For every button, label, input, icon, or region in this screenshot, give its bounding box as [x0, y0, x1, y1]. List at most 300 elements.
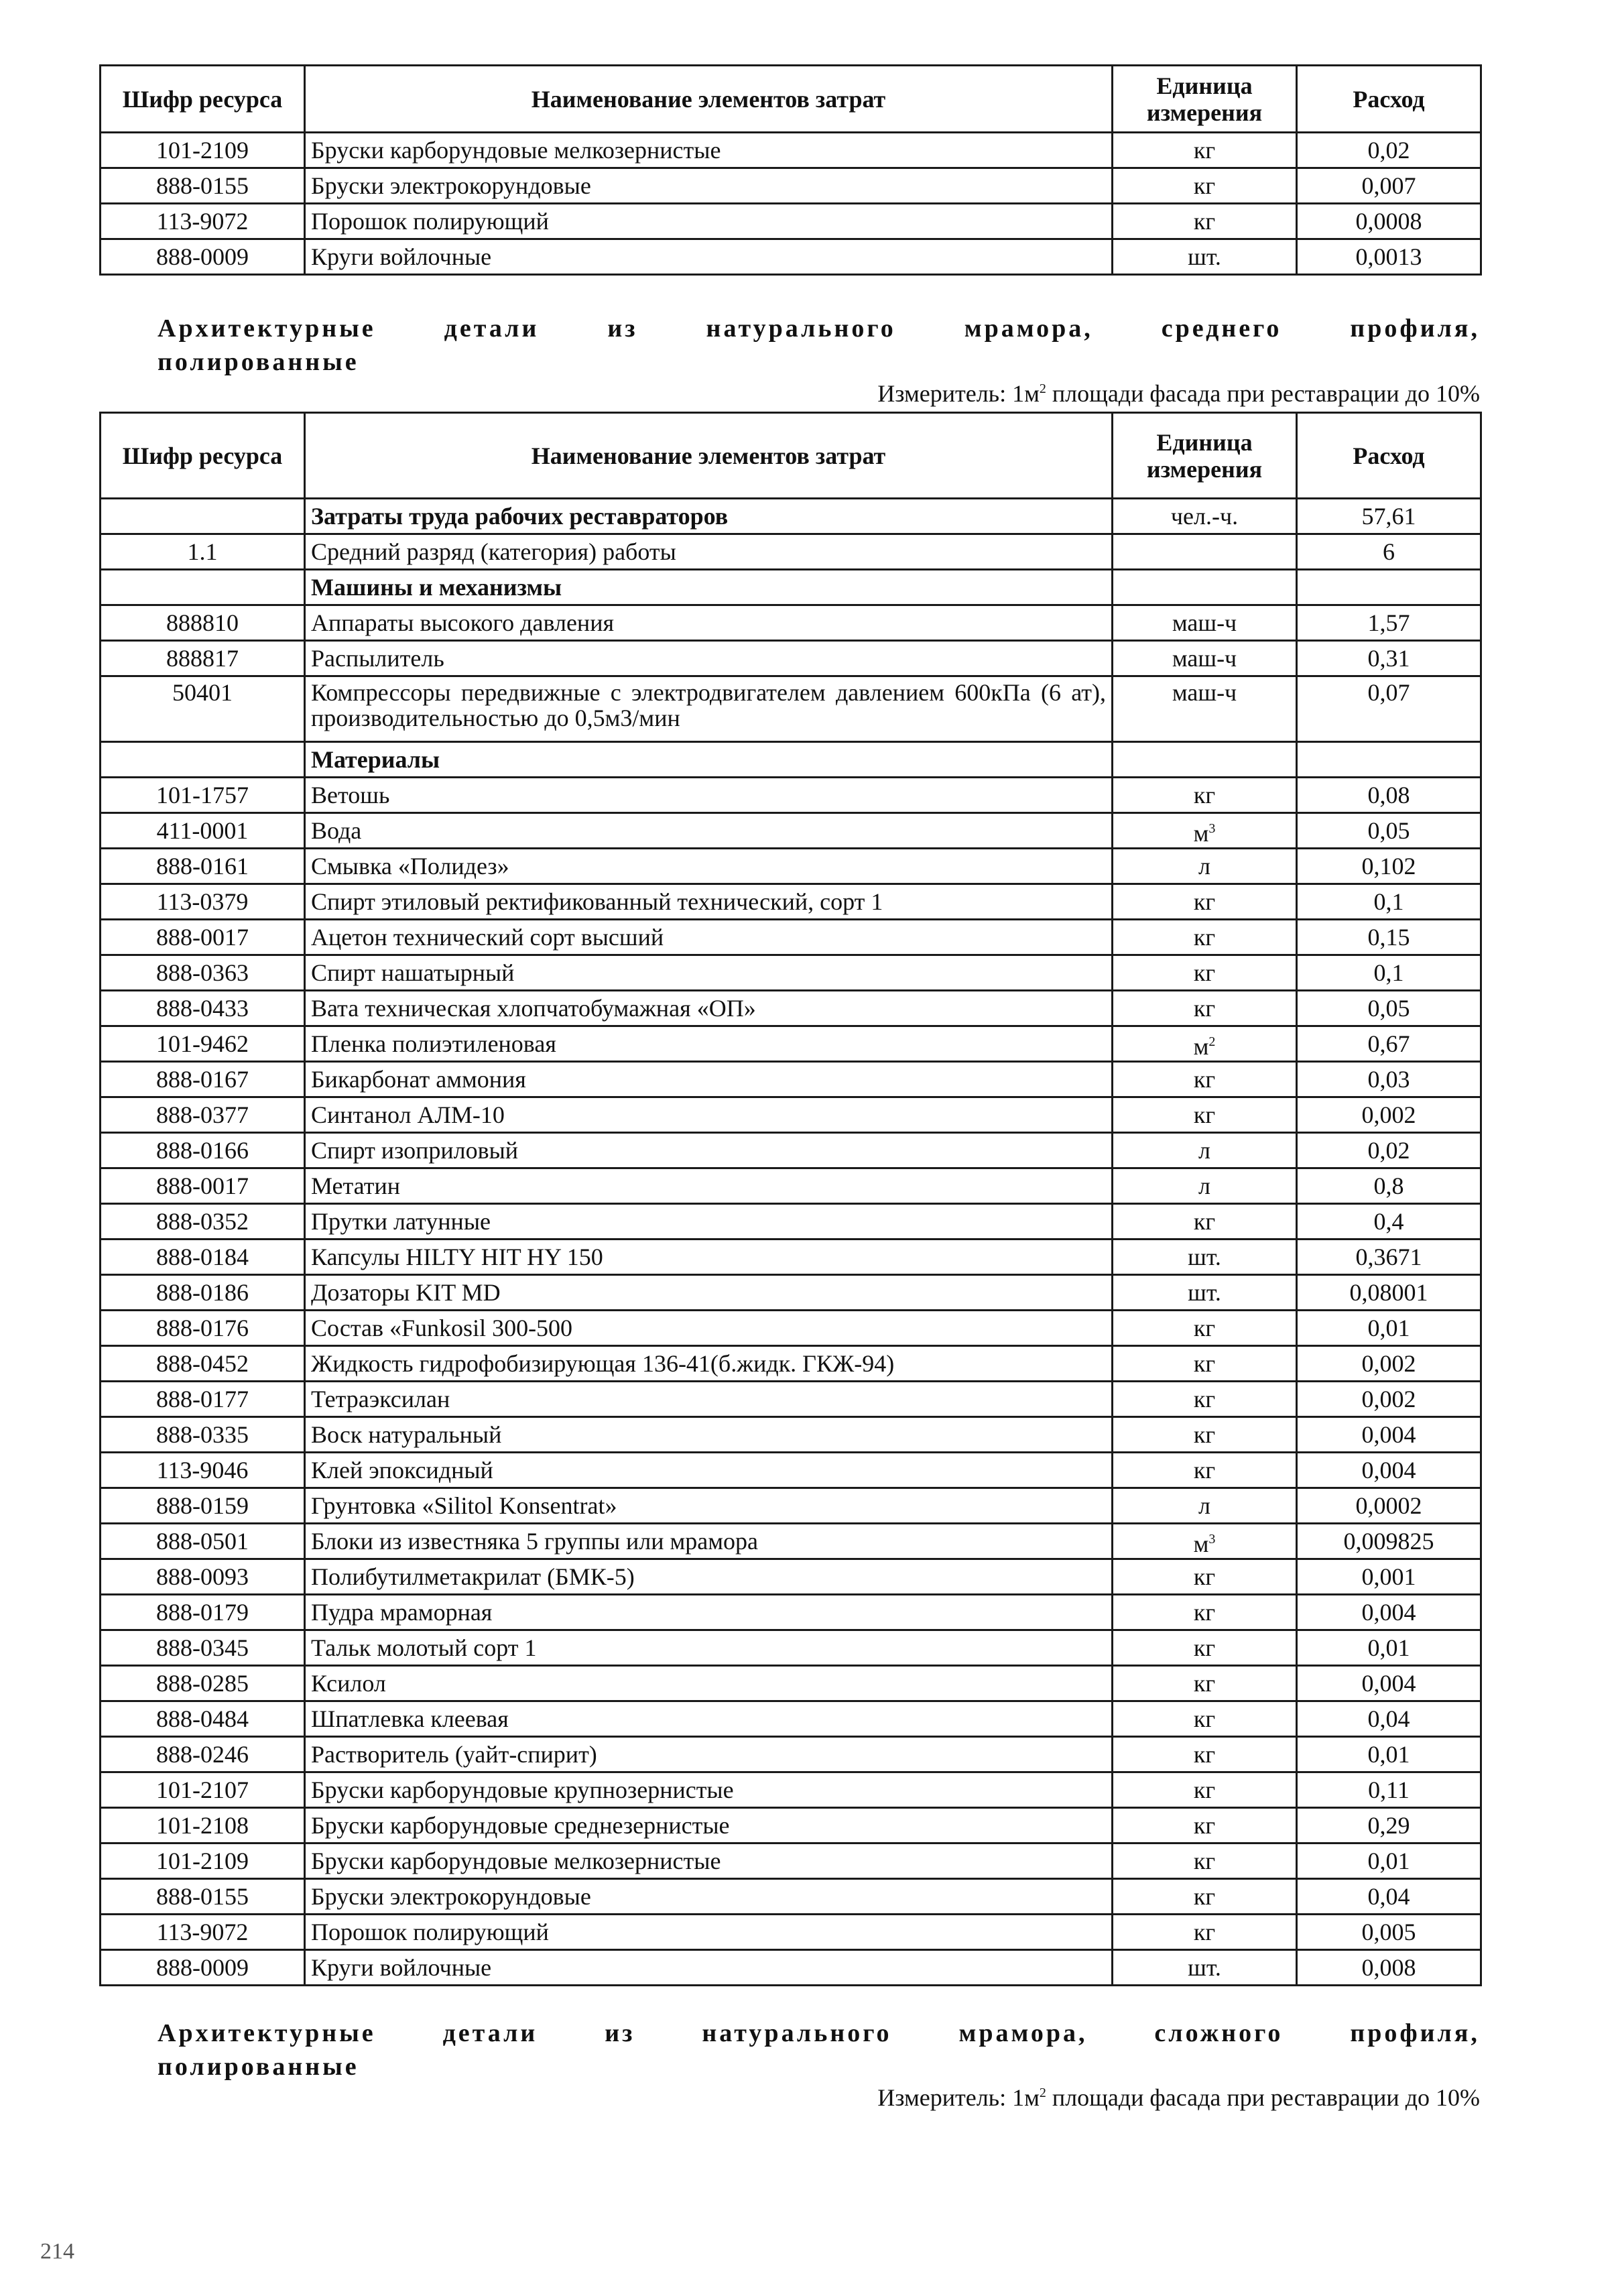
title-word: сложного: [1154, 2019, 1284, 2047]
unit-cell-text: м: [1193, 1530, 1209, 1557]
cost-element-name-cell: [305, 742, 1113, 778]
unit-cell-text: кг: [1193, 1599, 1216, 1626]
unit-cell: [1113, 1275, 1297, 1311]
unit-cell-text: л: [1198, 853, 1210, 880]
cost-element-name-cell-text: Ксилол: [311, 1670, 386, 1697]
consumption-cell: [1297, 1417, 1481, 1453]
resource-code-cell-text: 888-0352: [156, 1208, 249, 1235]
unit-cell-text: кг: [1193, 172, 1216, 199]
table-row: [101, 1701, 1481, 1737]
table-row: [101, 778, 1481, 813]
consumption-cell-text: 0,3671: [1355, 1244, 1422, 1270]
cost-element-name-cell-text: Блоки из известняка 5 группы или мрамора: [311, 1528, 759, 1555]
unit-cell: [1113, 991, 1297, 1026]
cost-element-name-cell: [305, 168, 1113, 204]
cost-element-name-cell: [305, 1950, 1113, 1986]
cost-element-name-cell: [305, 1595, 1113, 1630]
table-row: [101, 1630, 1481, 1666]
cost-element-name-cell: [305, 133, 1113, 168]
unit-cell: [1113, 1453, 1297, 1488]
resource-code-cell-text: 888-0246: [156, 1741, 249, 1768]
table-row: [101, 1879, 1481, 1915]
resource-code-cell: [101, 1417, 305, 1453]
consumption-cell: [1297, 1488, 1481, 1524]
unit-cell: [1113, 955, 1297, 991]
resource-code-cell-text: 888-0017: [156, 1172, 249, 1199]
resource-code-cell: [101, 641, 305, 676]
unit-cell-text: кг: [1193, 137, 1216, 164]
table-row: [101, 849, 1481, 884]
cost-element-name-cell-text: Бруски карборундовые крупнозернистые: [311, 1776, 734, 1803]
consumption-cell: [1297, 1666, 1481, 1701]
section-title-medium-profile: [158, 312, 1480, 379]
unit-cell-text: кг: [1193, 1350, 1216, 1377]
table-row: [101, 1240, 1481, 1275]
cost-element-name-cell: [305, 884, 1113, 920]
cost-element-name-cell-text: Вода: [311, 817, 362, 844]
consumption-cell: [1297, 1382, 1481, 1417]
unit-cell: [1113, 1524, 1297, 1559]
cost-element-name-cell: [305, 1524, 1113, 1559]
cost-element-name-cell: [305, 1133, 1113, 1168]
cost-element-name-cell: [305, 641, 1113, 676]
resource-code-cell: [101, 204, 305, 239]
consumption-cell-text: 0,11: [1368, 1776, 1410, 1803]
consumption-cell-text: 0,009825: [1343, 1528, 1434, 1555]
table-row: [101, 1737, 1481, 1772]
unit-superscript: 3: [1208, 1531, 1216, 1547]
table-row: [101, 1524, 1481, 1559]
cost-element-name-cell: [305, 1168, 1113, 1204]
resource-code-cell: [101, 1240, 305, 1275]
resource-code-cell-text: 888-0166: [156, 1137, 249, 1164]
table-row: [101, 1808, 1481, 1844]
table-row: [101, 676, 1481, 742]
consumption-cell-text: 0,0013: [1355, 243, 1422, 270]
unit-cell: [1113, 676, 1297, 742]
cost-element-name-cell: [305, 1311, 1113, 1346]
unit-cell: [1113, 1488, 1297, 1524]
cost-element-name-cell-text: Компрессоры передвижные с электродвигателем давлением 600кПа (6 ат), производительностью до 0,5м3/мин: [311, 679, 1106, 731]
consumption-cell-text: 0,02: [1367, 1137, 1410, 1164]
consumption-cell: [1297, 641, 1481, 676]
cost-element-name-cell-text: Жидкость гидрофобизирующая 136-41(б.жидк. ГКЖ-94): [311, 1350, 895, 1377]
table-row: [101, 168, 1481, 204]
resource-code-cell-text: 888-0009: [156, 243, 249, 270]
resource-code-cell: [101, 849, 305, 884]
consumption-cell: [1297, 884, 1481, 920]
cost-element-name-cell: [305, 1844, 1113, 1879]
unit-cell-text: кг: [1193, 995, 1216, 1022]
resource-code-cell: [101, 534, 305, 570]
consumption-cell-text: 0,08001: [1349, 1279, 1428, 1306]
resource-code-cell: [101, 605, 305, 641]
unit-cell: [1113, 884, 1297, 920]
resource-code-cell: [101, 1453, 305, 1488]
consumption-cell: [1297, 1559, 1481, 1595]
header-name: Наименование элементов затрат: [305, 413, 1113, 499]
unit-cell: [1113, 1915, 1297, 1950]
cost-element-name-cell: [305, 499, 1113, 534]
unit-cell-text: кг: [1193, 208, 1216, 235]
table-row: [101, 1204, 1481, 1240]
consumption-cell: [1297, 1844, 1481, 1879]
consumption-cell-text: 0,01: [1367, 1315, 1410, 1341]
resource-code-cell-text: 113-9046: [156, 1457, 249, 1484]
consumption-cell-text: 0,07: [1367, 679, 1410, 706]
resource-code-cell-text: 113-9072: [156, 208, 249, 235]
consumption-cell-text: 0,002: [1361, 1350, 1416, 1377]
consumption-cell: [1297, 1630, 1481, 1666]
table-header-row: [101, 413, 1481, 499]
resource-code-cell: [101, 1026, 305, 1062]
page-number: 214: [40, 2239, 74, 2264]
resource-code-cell: [101, 1382, 305, 1417]
cost-element-name-cell: [305, 778, 1113, 813]
consumption-cell: [1297, 1950, 1481, 1986]
cost-element-name-cell: [305, 1382, 1113, 1417]
table-row: [101, 1062, 1481, 1097]
measure-prefix: Измеритель: 1м: [877, 2084, 1040, 2111]
unit-cell-text: кг: [1193, 1386, 1216, 1412]
unit-cell-text: шт.: [1188, 1244, 1221, 1270]
title-word: натурального: [702, 2019, 892, 2047]
resource-code-cell-text: 1.1: [187, 538, 218, 565]
unit-cell: [1113, 239, 1297, 275]
unit-cell: [1113, 641, 1297, 676]
consumption-cell-text: 0,004: [1361, 1670, 1416, 1697]
resource-code-cell-text: 888-0452: [156, 1350, 249, 1377]
cost-element-name-cell-text: Круги войлочные: [311, 1954, 492, 1981]
table-row: [101, 991, 1481, 1026]
cost-element-name-cell: [305, 1488, 1113, 1524]
unit-cell-text: кг: [1193, 1919, 1216, 1945]
resource-code-cell: [101, 168, 305, 204]
cost-element-name-cell-text: Бикарбонат аммония: [311, 1066, 526, 1093]
unit-cell: [1113, 1737, 1297, 1772]
cost-element-name-cell: [305, 1097, 1113, 1133]
consumption-cell-text: 0,05: [1367, 995, 1410, 1022]
unit-cell: [1113, 1950, 1297, 1986]
consumption-cell-text: 0,007: [1361, 172, 1416, 199]
consumption-cell: [1297, 239, 1481, 275]
title-word: из: [605, 2019, 635, 2047]
title-word: среднего: [1161, 314, 1282, 343]
unit-cell-text: л: [1198, 1172, 1210, 1199]
resource-code-cell-text: 101-1757: [156, 782, 249, 808]
resource-code-cell: [101, 1772, 305, 1808]
resource-code-cell: [101, 955, 305, 991]
cost-element-name-cell: [305, 1772, 1113, 1808]
consumption-cell: [1297, 1453, 1481, 1488]
cost-element-name-cell: [305, 1879, 1113, 1915]
measure-prefix: Измеритель: 1м: [877, 380, 1040, 407]
cost-element-name-cell-text: Дозаторы KIT MD: [311, 1279, 501, 1306]
unit-cell-text: кг: [1193, 1776, 1216, 1803]
consumption-cell-text: 1,57: [1367, 609, 1410, 636]
unit-cell: [1113, 1879, 1297, 1915]
consumption-cell: [1297, 168, 1481, 204]
cost-element-name-cell: [305, 920, 1113, 955]
cost-element-name-cell-text: Воск натуральный: [311, 1421, 502, 1448]
unit-cell: [1113, 1701, 1297, 1737]
consumption-cell: [1297, 1062, 1481, 1097]
resource-code-cell: [101, 1062, 305, 1097]
measure-sup: 2: [1039, 2086, 1046, 2100]
table-row: [101, 813, 1481, 849]
unit-cell-text: кг: [1193, 1457, 1216, 1484]
table-row: [101, 955, 1481, 991]
consumption-cell-text: 0,67: [1367, 1030, 1410, 1057]
unit-cell: [1113, 1808, 1297, 1844]
unit-cell-text: м: [1193, 819, 1209, 847]
consumption-cell-text: 0,04: [1367, 1705, 1410, 1732]
table-row: [101, 1168, 1481, 1204]
unit-cell: [1113, 1133, 1297, 1168]
unit-cell-text: маш-ч: [1172, 679, 1237, 706]
consumption-cell: [1297, 1701, 1481, 1737]
unit-cell-text: шт.: [1188, 1279, 1221, 1306]
unit-cell: [1113, 1204, 1297, 1240]
cost-element-name-cell-text: Спирт этиловый ректификованный технический, сорт 1: [311, 888, 883, 915]
table-row: [101, 1488, 1481, 1524]
cost-element-name-cell-text: Пленка полиэтиленовая: [311, 1030, 556, 1057]
consumption-cell-text: 0,15: [1367, 924, 1410, 951]
cost-element-name-cell-text: Тетраэксилан: [311, 1386, 450, 1412]
resource-code-cell: [101, 1311, 305, 1346]
cost-element-name-cell-text: Смывка «Полидез»: [311, 853, 509, 880]
measure-suffix: площади фасада при реставрации до 10%: [1046, 380, 1480, 407]
table-row: [101, 1097, 1481, 1133]
cost-element-name-cell: [305, 1240, 1113, 1275]
unit-cell: [1113, 204, 1297, 239]
unit-cell-text: шт.: [1188, 243, 1221, 270]
resource-code-cell: [101, 1844, 305, 1879]
consumption-cell: [1297, 1915, 1481, 1950]
cost-element-name-cell-text: Порошок полирующий: [311, 1919, 549, 1945]
cost-element-name-cell-text: Капсулы HILTY HIT HY 150: [311, 1244, 603, 1270]
unit-cell-text: кг: [1193, 1848, 1216, 1874]
resource-code-cell-text: 888-0186: [156, 1279, 249, 1306]
table-row: [101, 1133, 1481, 1168]
resource-code-cell: [101, 778, 305, 813]
consumption-cell-text: 6: [1383, 538, 1395, 565]
resource-code-cell: [101, 1204, 305, 1240]
cost-element-name-cell: [305, 1666, 1113, 1701]
consumption-cell-text: 0,31: [1367, 645, 1410, 672]
unit-cell-text: кг: [1193, 888, 1216, 915]
resource-code-cell: [101, 133, 305, 168]
cost-element-name-cell-text: Грунтовка «Silitol Konsentrat»: [311, 1492, 617, 1519]
consumption-cell: [1297, 499, 1481, 534]
cost-element-name-cell: [305, 239, 1113, 275]
header-unit: Единица измерения: [1113, 66, 1297, 133]
header-value: Расход: [1297, 66, 1481, 133]
resource-code-cell-text: 888-0155: [156, 172, 249, 199]
table-row: [101, 204, 1481, 239]
table-row: [101, 1844, 1481, 1879]
unit-cell: [1113, 1026, 1297, 1062]
table-row: [101, 1275, 1481, 1311]
consumption-cell-text: 0,005: [1361, 1919, 1416, 1945]
consumption-cell-text: 0,002: [1361, 1101, 1416, 1128]
section-title-line2: полированные: [158, 348, 359, 376]
cost-element-name-cell-text: Спирт нашатырный: [311, 959, 515, 986]
consumption-cell-text: 0,05: [1367, 817, 1410, 844]
consumption-cell: [1297, 778, 1481, 813]
table-row: [101, 884, 1481, 920]
unit-superscript: 2: [1208, 1034, 1216, 1049]
unit-cell-text: маш-ч: [1172, 645, 1237, 672]
cost-element-name-cell-text: Метатин: [311, 1172, 400, 1199]
cost-element-name-cell-text: Прутки латунные: [311, 1208, 491, 1235]
consumption-cell-text: 0,001: [1361, 1563, 1416, 1590]
cost-element-name-cell-text: Пудра мраморная: [311, 1599, 493, 1626]
unit-cell-text: м: [1193, 1032, 1209, 1060]
cost-element-name-cell-text: Растворитель (уайт-спирит): [311, 1741, 597, 1768]
cost-element-name-cell: [305, 813, 1113, 849]
consumption-cell-text: 0,02: [1367, 137, 1410, 164]
table-row: [101, 1346, 1481, 1382]
consumption-cell-text: 0,1: [1373, 888, 1404, 915]
cost-element-name-cell-text: Распылитель: [311, 645, 444, 672]
unit-cell-text: кг: [1193, 1208, 1216, 1235]
resource-code-cell: [101, 1168, 305, 1204]
unit-cell: [1113, 742, 1297, 778]
header-unit: Единица измерения: [1113, 413, 1297, 499]
resource-code-cell: [101, 1808, 305, 1844]
section-title-line1: [158, 2016, 1480, 2050]
section-title-complex-profile: [158, 2016, 1480, 2083]
title-word: мрамора,: [964, 314, 1093, 343]
table-row: [101, 133, 1481, 168]
cost-element-name-cell: [305, 1701, 1113, 1737]
resource-code-cell-text: 101-2109: [156, 1848, 249, 1874]
cost-element-name-cell: [305, 991, 1113, 1026]
consumption-cell: [1297, 991, 1481, 1026]
cost-element-name-cell-text: Тальк молотый сорт 1: [311, 1634, 537, 1661]
consumption-cell-text: 57,61: [1361, 503, 1416, 530]
unit-cell-text: кг: [1193, 1705, 1216, 1732]
cost-element-name-cell: [305, 955, 1113, 991]
resource-code-cell-text: 101-2108: [156, 1812, 249, 1839]
unit-cell-text: кг: [1193, 924, 1216, 951]
cost-element-name-cell: [305, 534, 1113, 570]
consumption-cell: [1297, 1275, 1481, 1311]
resource-code-cell-text: 888-0009: [156, 1954, 249, 1981]
unit-cell: [1113, 1097, 1297, 1133]
table-row: [101, 641, 1481, 676]
cost-element-name-cell: [305, 1630, 1113, 1666]
table-row: [101, 1950, 1481, 1986]
consumption-cell: [1297, 1524, 1481, 1559]
consumption-cell-text: 0,01: [1367, 1848, 1410, 1874]
resource-code-cell-text: 888817: [166, 645, 239, 672]
resource-code-cell: [101, 1915, 305, 1950]
resource-code-cell-text: 888-0484: [156, 1705, 249, 1732]
header-code: Шифр ресурса: [101, 413, 305, 499]
consumption-cell-text: 0,1: [1373, 959, 1404, 986]
consumption-cell: [1297, 1168, 1481, 1204]
measure-sup: 2: [1039, 381, 1046, 396]
consumption-cell: [1297, 1204, 1481, 1240]
cost-element-name-cell: [305, 1417, 1113, 1453]
unit-cell: [1113, 1630, 1297, 1666]
section-title-line1: [158, 312, 1480, 345]
unit-cell: [1113, 499, 1297, 534]
resource-code-cell: [101, 991, 305, 1026]
consumption-cell-text: 0,004: [1361, 1599, 1416, 1626]
consumption-cell: [1297, 813, 1481, 849]
resource-code-cell-text: 411-0001: [156, 817, 249, 844]
consumption-cell: [1297, 1808, 1481, 1844]
title-word: мрамора,: [958, 2019, 1088, 2047]
unit-cell-text: л: [1198, 1137, 1210, 1164]
unit-cell-text: кг: [1193, 1101, 1216, 1128]
main-resource-table: [99, 412, 1482, 1986]
resource-code-cell: [101, 570, 305, 605]
resource-code-cell-text: 50401: [172, 679, 233, 706]
cost-element-name-cell: [305, 1026, 1113, 1062]
title-word: Архитектурные: [158, 314, 376, 343]
consumption-cell: [1297, 204, 1481, 239]
resource-code-cell-text: 888-0363: [156, 959, 249, 986]
resource-code-cell: [101, 1097, 305, 1133]
title-word: детали: [444, 314, 540, 343]
title-word: детали: [442, 2019, 538, 2047]
cost-element-name-cell-text: Состав «Funkosil 300-500: [311, 1315, 573, 1341]
table-row: [101, 1026, 1481, 1062]
resource-code-cell-text: 888-0179: [156, 1599, 249, 1626]
resource-code-cell: [101, 1950, 305, 1986]
cost-element-name-cell-text: Средний разряд (категория) работы: [311, 538, 676, 565]
table-row: [101, 605, 1481, 641]
resource-code-cell: [101, 1524, 305, 1559]
unit-cell-text: кг: [1193, 1741, 1216, 1768]
cost-element-name-cell-text: Вата техническая хлопчатобумажная «ОП»: [311, 995, 756, 1022]
cost-element-name-cell-text: Синтанол АЛМ-10: [311, 1101, 505, 1128]
cost-element-name-cell: [305, 1275, 1113, 1311]
consumption-cell: [1297, 1133, 1481, 1168]
unit-cell-text: кг: [1193, 1670, 1216, 1697]
unit-cell: [1113, 778, 1297, 813]
cost-element-name-cell-text: Бруски карборундовые мелкозернистые: [311, 1848, 721, 1874]
consumption-cell-text: 0,004: [1361, 1421, 1416, 1448]
unit-cell: [1113, 1666, 1297, 1701]
resource-code-cell-text: 888-0155: [156, 1883, 249, 1910]
table-row: [101, 1559, 1481, 1595]
resource-code-cell-text: 101-9462: [156, 1030, 249, 1057]
resource-code-cell-text: 101-2109: [156, 137, 249, 164]
consumption-cell-text: 0,04: [1367, 1883, 1410, 1910]
cost-element-name-cell: [305, 676, 1113, 742]
consumption-cell: [1297, 955, 1481, 991]
cost-element-name-cell: [305, 1808, 1113, 1844]
unit-cell: [1113, 1168, 1297, 1204]
consumption-cell-text: 0,004: [1361, 1457, 1416, 1484]
unit-cell: [1113, 920, 1297, 955]
consumption-cell: [1297, 133, 1481, 168]
table-row: [101, 499, 1481, 534]
resource-code-cell-text: 888-0159: [156, 1492, 249, 1519]
consumption-cell-text: 0,4: [1373, 1208, 1404, 1235]
cost-element-name-cell: [305, 1346, 1113, 1382]
measure-suffix: площади фасада при реставрации до 10%: [1046, 2084, 1480, 2111]
table-row: [101, 534, 1481, 570]
resource-code-cell-text: 888-0345: [156, 1634, 249, 1661]
unit-cell: [1113, 1417, 1297, 1453]
table-row: [101, 1382, 1481, 1417]
